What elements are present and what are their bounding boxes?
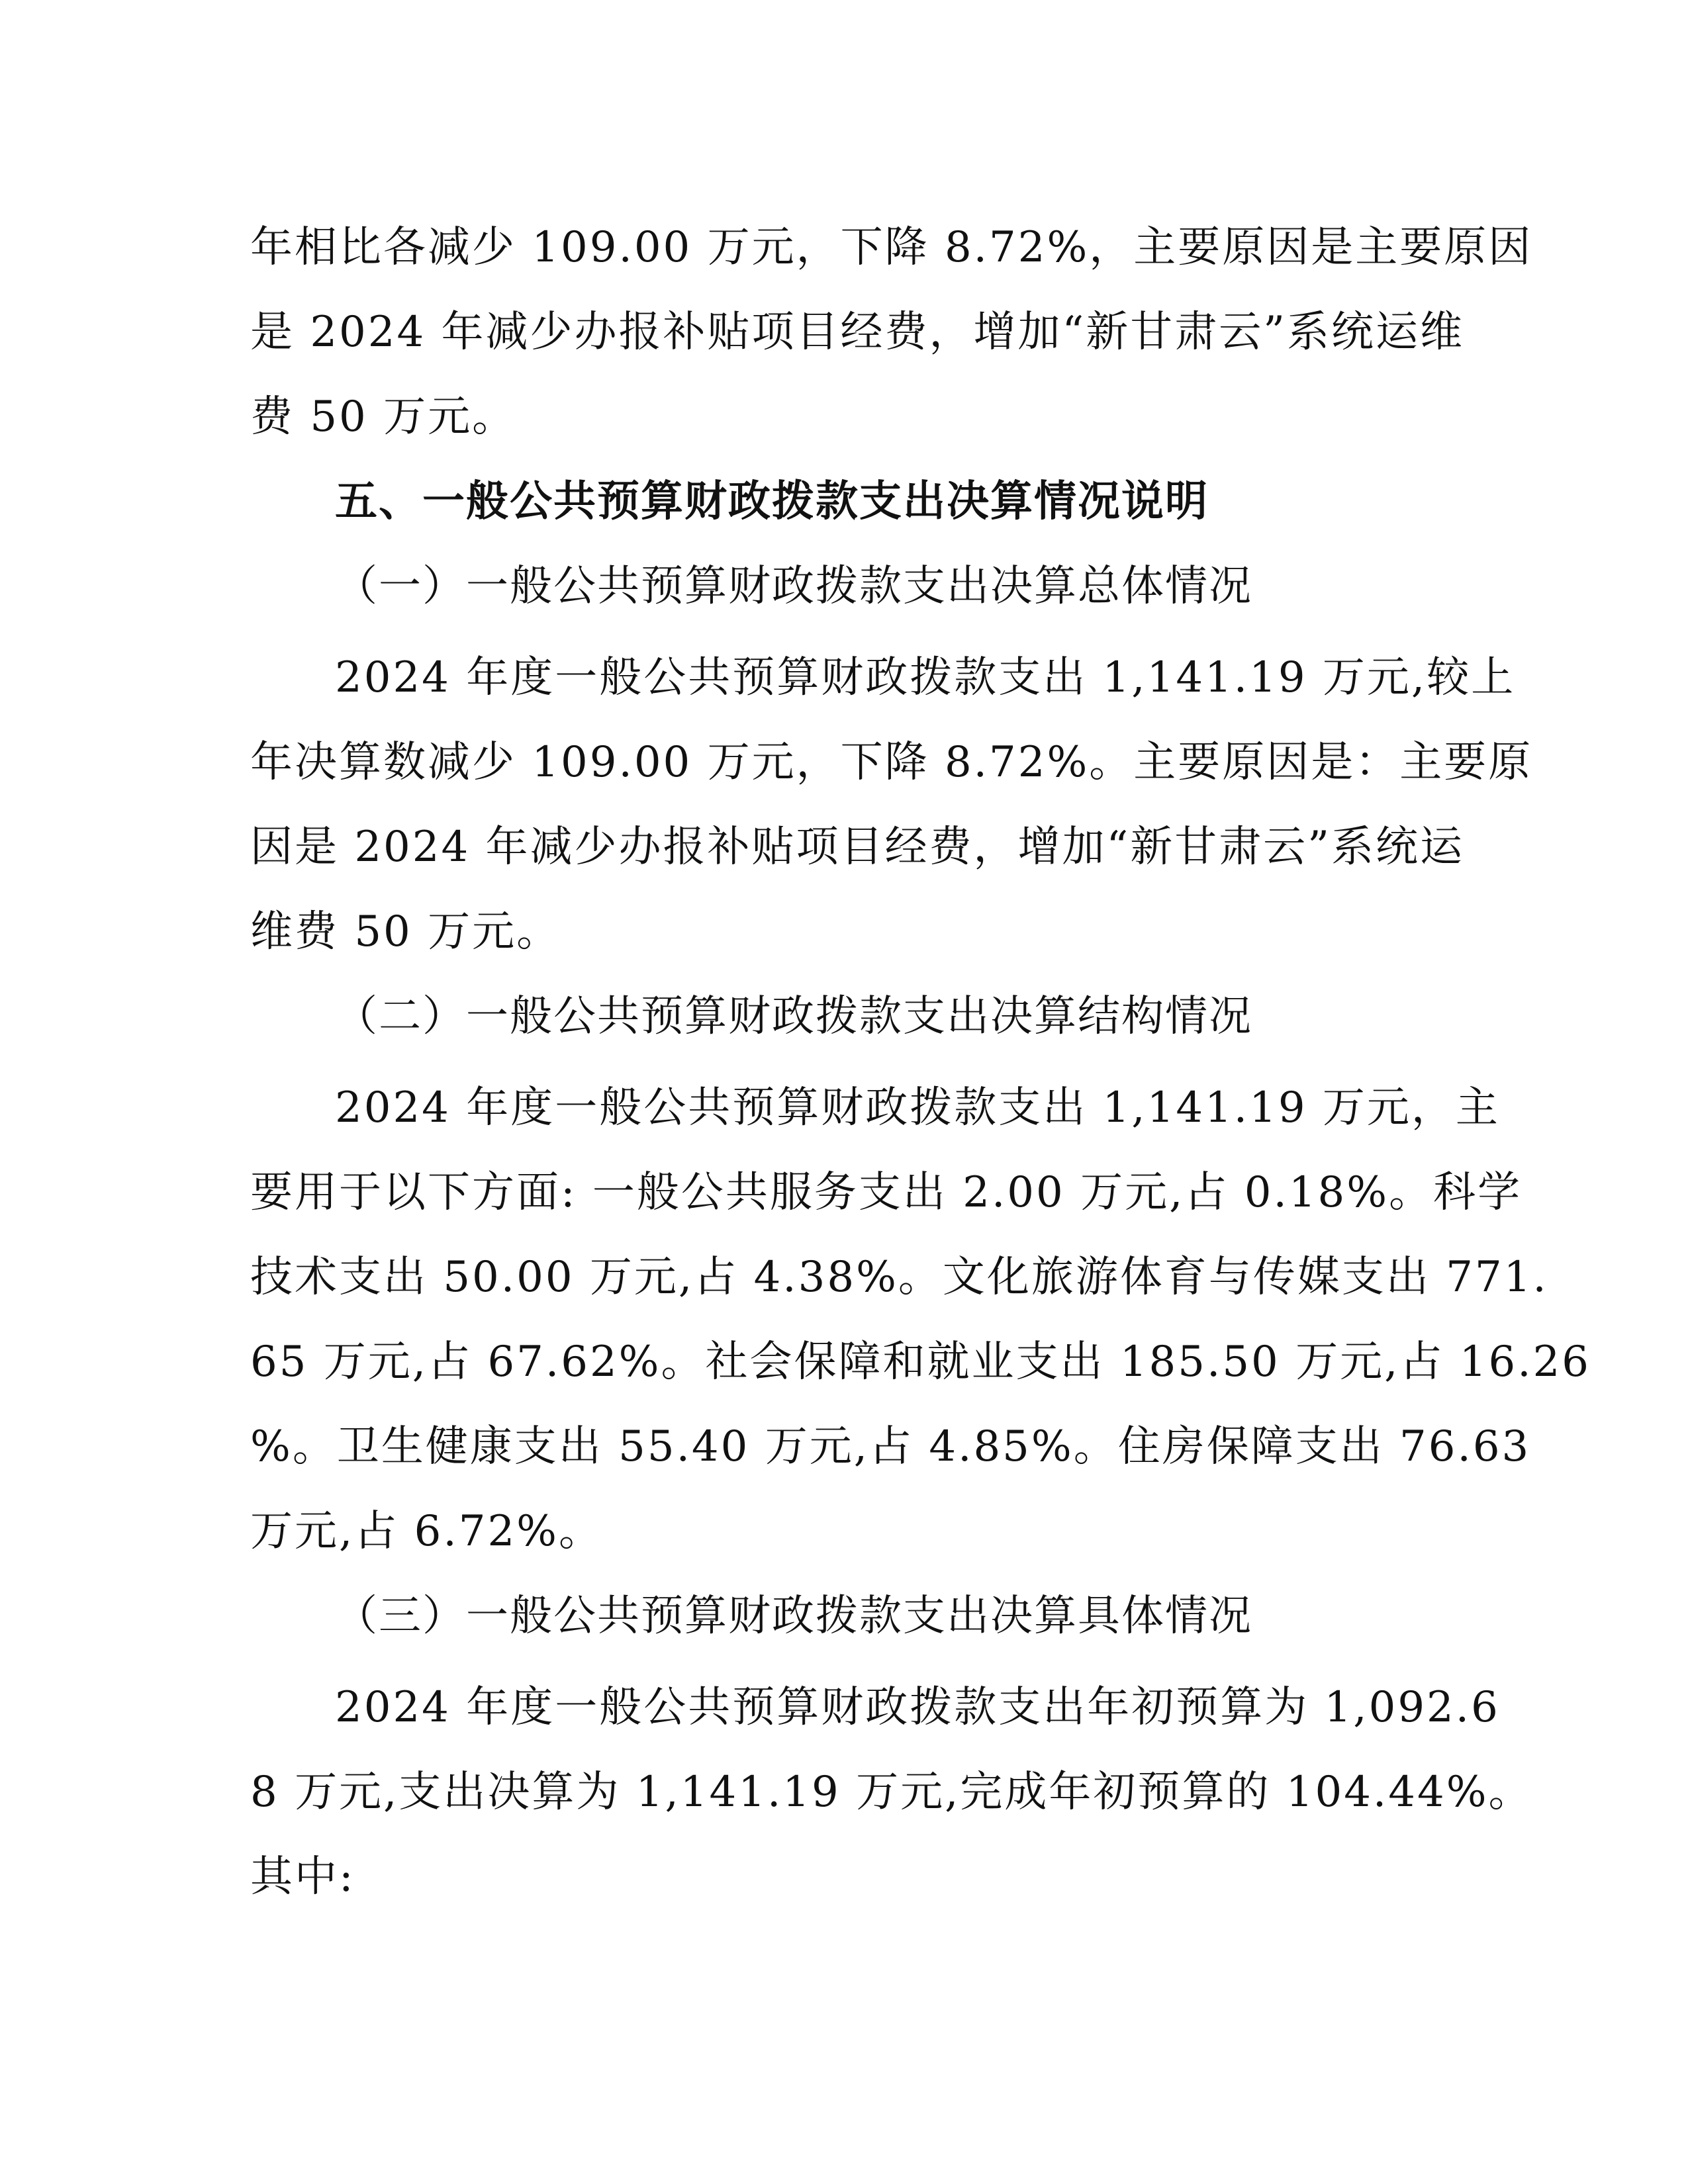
- subsection-2-paragraph: [250, 1066, 1591, 1574]
- subsection-1-title: （一）一般公共预算财政拨款支出决算总体情况: [335, 562, 1252, 611]
- text-line: 其中:: [250, 1852, 355, 1901]
- text-line: 2024 年度一般公共预算财政拨款支出 1,141.19 万元，主: [335, 1083, 1500, 1132]
- text-line: 要用于以下方面: 一般公共服务支出 2.00 万元,占 0.18%。科学: [250, 1168, 1523, 1217]
- subsection-2-title: （二）一般公共预算财政拨款支出决算结构情况: [335, 992, 1252, 1041]
- subsection-1-paragraph: [250, 635, 1533, 974]
- text-line: 2024 年度一般公共预算财政拨款支出 1,141.19 万元,较上: [335, 653, 1516, 702]
- text-line: 技术支出 50.00 万元,占 4.38%。文化旅游体育与传媒支出 771.: [250, 1253, 1548, 1302]
- text-line: 因是 2024 年减少办报补贴项目经费，增加“新甘肃云”系统运: [250, 823, 1464, 872]
- text-line: 万元,占 6.72%。: [250, 1507, 603, 1556]
- subsection-3-paragraph: [250, 1665, 1533, 1919]
- text-line: 年相比各减少 109.00 万元，下降 8.72%，主要原因是主要原因: [250, 223, 1533, 272]
- document-page: [250, 205, 1591, 1919]
- section-heading: 五、一般公共预算财政拨款支出决算情况说明: [335, 477, 1209, 526]
- text-line: 是 2024 年减少办报补贴项目经费，增加“新甘肃云”系统运维: [250, 308, 1464, 357]
- text-line: 维费 50 万元。: [250, 907, 561, 956]
- text-line: %。卫生健康支出 55.40 万元,占 4.85%。住房保障支出 76.63: [250, 1422, 1531, 1471]
- text-line: 费 50 万元。: [250, 392, 517, 441]
- text-line: 年决算数减少 109.00 万元，下降 8.72%。主要原因是：主要原: [250, 738, 1533, 787]
- continued-paragraph: [250, 205, 1533, 459]
- text-line: 65 万元,占 67.62%。社会保障和就业支出 185.50 万元,占 16.26: [250, 1338, 1591, 1387]
- subsection-3-title: （三）一般公共预算财政拨款支出决算具体情况: [335, 1592, 1252, 1641]
- text-line: 8 万元,支出决算为 1,141.19 万元,完成年初预算的 104.44%。: [250, 1768, 1533, 1817]
- text-line: 2024 年度一般公共预算财政拨款支出年初预算为 1,092.6: [335, 1683, 1500, 1732]
